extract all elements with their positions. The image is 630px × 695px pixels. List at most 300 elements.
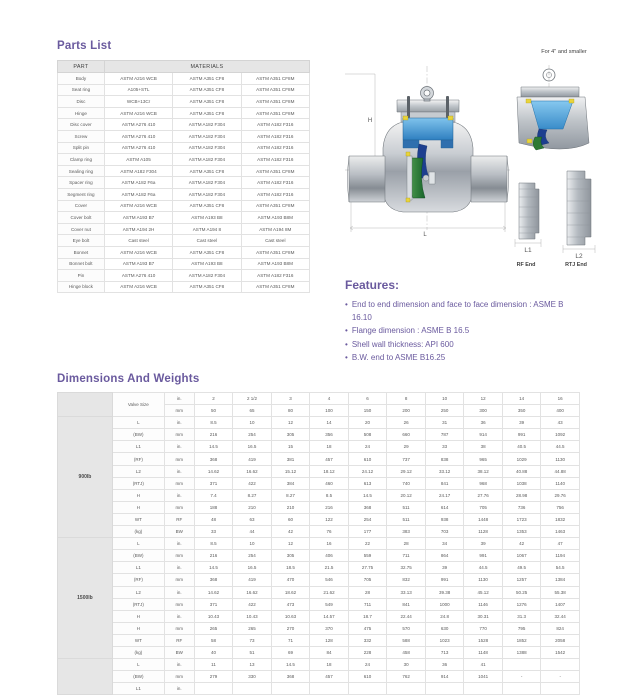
material-cell: ASTM A193 B8M: [241, 258, 309, 270]
dimension-value-cell: 610: [348, 453, 387, 465]
table-row: [58, 200, 310, 212]
dimension-value-cell: 458: [387, 646, 426, 658]
valve-size-value: 2: [194, 393, 233, 405]
dimension-value-cell: 713: [425, 646, 464, 658]
dimension-value-cell: 475: [348, 622, 387, 634]
dimension-value-cell: 30.31: [464, 610, 503, 622]
material-cell: ASTM A182 F304: [173, 177, 241, 189]
material-cell: ASTM A351 CF8M: [241, 96, 309, 108]
material-cell: ASTM A193 B8: [173, 258, 241, 270]
material-cell: ASTM A216 WCB: [104, 107, 172, 119]
material-cell: Cast steel: [104, 235, 172, 247]
dimension-value-cell: 1852: [502, 634, 541, 646]
dimension-value-cell: 21.5: [310, 562, 349, 574]
dimension-value-cell: 1276: [502, 598, 541, 610]
dimension-value-cell: 32.75: [387, 562, 426, 574]
material-cell: ASTM A182 F316: [241, 177, 309, 189]
dimension-value-cell: 50.25: [502, 586, 541, 598]
dimension-value-cell: 762: [387, 671, 426, 683]
unit-cell: mm: [164, 477, 194, 489]
dimension-value-cell: 27.75: [348, 562, 387, 574]
dimension-value-cell: 14.57: [310, 610, 349, 622]
material-cell: ASTM A351 CF8: [173, 84, 241, 96]
dimension-value-cell: 705: [464, 501, 503, 513]
row-label-cell: (BW): [112, 550, 164, 562]
dimension-value-cell: 332: [348, 634, 387, 646]
material-cell: ASTM A351 CF8M: [241, 73, 309, 85]
dimension-value-cell: 69: [271, 646, 310, 658]
part-name-cell: Cover: [58, 200, 105, 212]
dimension-value-cell: 16.5: [233, 562, 272, 574]
bullet-icon: •: [345, 339, 348, 349]
dimension-value-cell: 210: [271, 501, 310, 513]
table-row: [58, 130, 310, 142]
dimension-value-cell: 30: [387, 659, 426, 671]
dimension-value-cell: 368: [194, 453, 233, 465]
dimension-value-cell: 28.98: [502, 489, 541, 501]
dim-label-L1: L1: [524, 247, 532, 254]
part-name-cell: Bonnet bolt: [58, 258, 105, 270]
dimension-value-cell: 381: [271, 453, 310, 465]
dimension-value-cell: [541, 659, 580, 671]
dimension-value-cell: 18.12: [310, 465, 349, 477]
dimensions-corner-cell: [58, 393, 113, 417]
dimension-value-cell: 254: [233, 429, 272, 441]
dimension-value-cell: 711: [387, 550, 426, 562]
dimension-value-cell: 36: [464, 417, 503, 429]
table-row: [58, 270, 310, 282]
row-label-cell: (BW): [112, 671, 164, 683]
dimension-value-cell: 29: [387, 441, 426, 453]
dimension-value-cell: 71: [271, 634, 310, 646]
dimension-value-cell: 1407: [541, 598, 580, 610]
row-label-cell: L: [112, 659, 164, 671]
unit-cell: mm: [164, 501, 194, 513]
dimension-value-cell: 216: [310, 501, 349, 513]
table-row: [58, 453, 580, 465]
unit-cell: in.: [164, 489, 194, 501]
dimension-value-cell: 1723: [502, 513, 541, 525]
row-label-cell: (RF): [112, 574, 164, 586]
row-label-cell: L1: [112, 441, 164, 453]
dimension-value-cell: 14.5: [194, 441, 233, 453]
dimension-value-cell: 841: [387, 598, 426, 610]
material-cell: ASTM A182 F316: [241, 154, 309, 166]
dim-label-L: L: [423, 232, 427, 238]
dimension-value-cell: 1140: [541, 477, 580, 489]
valve-size-value: 150: [348, 405, 387, 417]
part-name-cell: Cover bolt: [58, 212, 105, 224]
feature-item: [345, 325, 595, 338]
dimension-value-cell: -: [502, 671, 541, 683]
dimension-value-cell: 39: [464, 538, 503, 550]
dimension-value-cell: [271, 683, 310, 695]
material-cell: ASTM A276 410: [104, 270, 172, 282]
row-label-cell: H: [112, 622, 164, 634]
dimension-value-cell: 84: [310, 646, 349, 658]
table-row: [58, 429, 580, 441]
table-row: [58, 96, 310, 108]
feature-text: End to end dimension and face to face dimension : ASME B 16.10: [351, 300, 564, 322]
small-size-note: For 4" and smaller: [541, 49, 587, 55]
dimension-value-cell: 63: [233, 513, 272, 525]
bullet-icon: •: [345, 300, 348, 309]
dimension-value-cell: 968: [464, 477, 503, 489]
unit-cell: mm: [164, 405, 194, 417]
material-cell: ASTM A194 8M: [241, 223, 309, 235]
table-row: [58, 258, 310, 270]
material-cell: ASTM A351 CF8M: [241, 107, 309, 119]
pressure-class-cell: 1500lb: [58, 538, 113, 659]
dimension-value-cell: 47: [541, 538, 580, 550]
dimension-value-cell: 44.5: [464, 562, 503, 574]
dimension-value-cell: 508: [348, 429, 387, 441]
unit-cell: in.: [164, 610, 194, 622]
dimension-value-cell: 630: [425, 622, 464, 634]
table-row: [58, 562, 580, 574]
rtj-end-caption: RTJ End: [565, 262, 587, 268]
dimension-value-cell: 28: [387, 538, 426, 550]
part-name-cell: Split pin: [58, 142, 105, 154]
unit-cell: BW: [164, 526, 194, 538]
feature-text: Flange dimension : ASME B 16.5: [351, 326, 470, 336]
dimension-value-cell: 210: [233, 501, 272, 513]
part-name-cell: Disc: [58, 96, 105, 108]
dimension-value-cell: 1542: [541, 646, 580, 658]
material-cell: ASTM A182 F6a: [104, 177, 172, 189]
dimension-value-cell: 24: [348, 441, 387, 453]
material-cell: WCB+13Cr: [104, 96, 172, 108]
dimension-value-cell: 787: [425, 429, 464, 441]
dimension-value-cell: 10: [233, 417, 272, 429]
parts-header-part: PART: [58, 61, 105, 73]
dimension-value-cell: 28: [348, 586, 387, 598]
dimension-value-cell: 1023: [425, 634, 464, 646]
dimension-value-cell: 832: [387, 574, 426, 586]
dimension-value-cell: 14.62: [194, 586, 233, 598]
material-cell: ASTM A182 F304: [173, 188, 241, 200]
dimension-value-cell: 10: [233, 538, 272, 550]
dimension-value-cell: 216: [194, 550, 233, 562]
table-row: [58, 223, 310, 235]
dimension-value-cell: 33: [425, 441, 464, 453]
dimension-value-cell: 419: [233, 574, 272, 586]
row-label-cell: (RF): [112, 453, 164, 465]
dimension-value-cell: 10.43: [194, 610, 233, 622]
material-cell: ASTM A182 F6a: [104, 188, 172, 200]
valve-size-value: 80: [271, 405, 310, 417]
row-label-cell: (BW): [112, 429, 164, 441]
material-cell: ASTM A351 CF8: [173, 165, 241, 177]
dimension-value-cell: 546: [310, 574, 349, 586]
material-cell: ASTM A351 CF8: [173, 200, 241, 212]
dimension-value-cell: -: [541, 671, 580, 683]
row-label-cell: H: [112, 610, 164, 622]
part-name-cell: Segment ring: [58, 188, 105, 200]
table-row: [58, 477, 580, 489]
dimension-value-cell: 265: [233, 622, 272, 634]
parts-list-title: Parts List: [57, 40, 112, 52]
table-row: [58, 526, 580, 538]
dimension-value-cell: 1257: [502, 574, 541, 586]
unit-cell: in.: [164, 683, 194, 695]
dimension-value-cell: 254: [348, 513, 387, 525]
dimension-value-cell: 991: [502, 429, 541, 441]
dimension-value-cell: 1448: [464, 513, 503, 525]
dimension-value-cell: 14: [310, 417, 349, 429]
unit-cell: in.: [164, 417, 194, 429]
unit-cell: in.: [164, 562, 194, 574]
unit-cell: in.: [164, 465, 194, 477]
dimension-value-cell: 914: [425, 671, 464, 683]
dimension-value-cell: 43: [541, 417, 580, 429]
row-label-cell: H: [112, 501, 164, 513]
dimension-value-cell: 1148: [464, 646, 503, 658]
dimension-value-cell: 29.76: [541, 489, 580, 501]
row-label-cell: (kg): [112, 526, 164, 538]
dimension-value-cell: 18.7: [348, 610, 387, 622]
valve-size-value: 8: [387, 393, 426, 405]
dimension-value-cell: 18: [310, 441, 349, 453]
dimension-value-cell: 1388: [502, 646, 541, 658]
material-cell: ASTM A182 F304: [173, 130, 241, 142]
table-row: [58, 119, 310, 131]
feature-item: [345, 299, 595, 324]
features-title: Features:: [345, 278, 400, 292]
table-row: [58, 142, 310, 154]
table-row: [58, 154, 310, 166]
material-cell: ASTM A193 B8M: [241, 212, 309, 224]
dimension-value-cell: 42: [271, 526, 310, 538]
part-name-cell: Bonnet: [58, 246, 105, 258]
valve-size-value: 4: [310, 393, 349, 405]
dimension-value-cell: 838: [425, 453, 464, 465]
unit-cell: BW: [164, 646, 194, 658]
valve-size-value: 3: [271, 393, 310, 405]
dimension-value-cell: 44.5: [541, 441, 580, 453]
dimension-value-cell: 406: [310, 550, 349, 562]
dimension-value-cell: 122: [310, 513, 349, 525]
dimension-value-cell: 610: [348, 671, 387, 683]
row-label-cell: L: [112, 417, 164, 429]
dimension-value-cell: [194, 683, 233, 695]
valve-size-value: 400: [541, 405, 580, 417]
dimension-value-cell: 22: [348, 538, 387, 550]
material-cell: ASTM A105: [104, 154, 172, 166]
material-cell: ASTM A194 8: [173, 223, 241, 235]
dimension-value-cell: [502, 683, 541, 695]
dimension-value-cell: [502, 659, 541, 671]
material-cell: ASTM A216 WCB: [104, 200, 172, 212]
table-row: [58, 513, 580, 525]
dimension-value-cell: 914: [464, 429, 503, 441]
dimension-value-cell: 1130: [464, 574, 503, 586]
part-name-cell: Disc cover: [58, 119, 105, 131]
dimension-value-cell: 31: [425, 417, 464, 429]
material-cell: ASTM A182 F316: [241, 188, 309, 200]
dimension-value-cell: 1029: [502, 453, 541, 465]
part-name-cell: Pin: [58, 270, 105, 282]
dimension-value-cell: 16.62: [233, 586, 272, 598]
unit-cell: in.: [164, 538, 194, 550]
dimension-value-cell: 14.5: [348, 489, 387, 501]
material-cell: ASTM A182 F316: [241, 130, 309, 142]
table-row: [58, 177, 310, 189]
part-name-cell: Cover nut: [58, 223, 105, 235]
dimension-value-cell: 8.5: [194, 538, 233, 550]
dimension-value-cell: [233, 683, 272, 695]
valve-size-value: 65: [233, 405, 272, 417]
dimension-value-cell: 1067: [502, 550, 541, 562]
dimension-value-cell: 24.17: [425, 489, 464, 501]
dimension-value-cell: 51: [233, 646, 272, 658]
valve-size-value: 250: [425, 405, 464, 417]
dimension-value-cell: 614: [425, 501, 464, 513]
dimension-value-cell: 76: [310, 526, 349, 538]
dimension-value-cell: 756: [541, 501, 580, 513]
material-cell: ASTM A351 CF8M: [241, 165, 309, 177]
dimension-value-cell: 33: [194, 526, 233, 538]
unit-cell: in.: [164, 586, 194, 598]
part-name-cell: Body: [58, 73, 105, 85]
dimension-value-cell: 2058: [541, 634, 580, 646]
unit-cell: in.: [164, 441, 194, 453]
dimension-value-cell: 12: [271, 417, 310, 429]
material-cell: Cast steel: [241, 235, 309, 247]
feature-item: [345, 339, 595, 352]
dimension-value-cell: 42: [502, 538, 541, 550]
dimension-value-cell: 48: [194, 513, 233, 525]
dimension-value-cell: 422: [233, 477, 272, 489]
valve-size-value: 14: [502, 393, 541, 405]
dimension-value-cell: 1194: [541, 550, 580, 562]
unit-cell: in.: [164, 659, 194, 671]
table-row: [58, 212, 310, 224]
dimension-value-cell: 1832: [541, 513, 580, 525]
valve-size-value: 300: [464, 405, 503, 417]
dimension-value-cell: 10.43: [233, 610, 272, 622]
dimension-value-cell: 26: [387, 417, 426, 429]
dimension-value-cell: 40.88: [502, 465, 541, 477]
table-row: [58, 235, 310, 247]
part-name-cell: Screw: [58, 130, 105, 142]
dimension-value-cell: 45.12: [464, 586, 503, 598]
valve-size-label: Valve Size: [112, 393, 164, 417]
row-label-cell: L1: [112, 562, 164, 574]
row-label-cell: L2: [112, 465, 164, 477]
dimension-value-cell: 40.5: [502, 441, 541, 453]
dim-label-H: H: [367, 118, 373, 124]
dimension-value-cell: 965: [464, 453, 503, 465]
dimension-value-cell: 740: [387, 477, 426, 489]
feature-item: [345, 352, 595, 365]
dimension-value-cell: [310, 683, 349, 695]
dimension-value-cell: 8.27: [233, 489, 272, 501]
dimension-value-cell: 383: [387, 526, 426, 538]
dim-label-L2: L2: [575, 253, 583, 260]
dimensions-weights-table: [57, 392, 580, 695]
dimension-value-cell: 44: [233, 526, 272, 538]
row-label-cell: L2: [112, 586, 164, 598]
table-row: [58, 598, 580, 610]
bullet-icon: •: [345, 353, 348, 363]
dimension-value-cell: 60: [271, 513, 310, 525]
dimension-value-cell: 55.38: [541, 586, 580, 598]
dimension-value-cell: 460: [310, 477, 349, 489]
valve-size-value: 10: [425, 393, 464, 405]
dimension-value-cell: 368: [194, 574, 233, 586]
dimension-value-cell: 570: [387, 622, 426, 634]
dimension-value-cell: 559: [348, 550, 387, 562]
dimension-value-cell: 841: [425, 477, 464, 489]
table-row: [58, 586, 580, 598]
dimension-value-cell: 705: [348, 574, 387, 586]
unit-cell: mm: [164, 622, 194, 634]
dimension-value-cell: 8.5: [194, 417, 233, 429]
dimension-value-cell: 29.12: [387, 465, 426, 477]
dimension-value-cell: 613: [348, 477, 387, 489]
unit-cell: mm: [164, 574, 194, 586]
dimension-value-cell: 549: [310, 598, 349, 610]
material-cell: ASTM A351 CF8M: [241, 281, 309, 293]
dimension-value-cell: 305: [271, 550, 310, 562]
material-cell: ASTM A182 F316: [241, 142, 309, 154]
dimension-value-cell: 27.76: [464, 489, 503, 501]
dimension-value-cell: 24: [348, 659, 387, 671]
dimension-value-cell: 279: [194, 671, 233, 683]
material-cell: ASTM A193 B7: [104, 212, 172, 224]
material-cell: ASTM A193 B8: [173, 212, 241, 224]
pressure-class-cell: 900lb: [58, 417, 113, 538]
table-row: [58, 574, 580, 586]
dimension-value-cell: 330: [233, 671, 272, 683]
dimension-value-cell: 356: [310, 429, 349, 441]
dimension-value-cell: 384: [271, 477, 310, 489]
material-cell: ASTM A351 CF8: [173, 246, 241, 258]
table-row: [58, 610, 580, 622]
table-row: [58, 441, 580, 453]
unit-cell: mm: [164, 598, 194, 610]
dimension-value-cell: 371: [194, 477, 233, 489]
dimension-value-cell: 58: [194, 634, 233, 646]
dimensions-title: Dimensions And Weights: [57, 373, 200, 385]
valve-size-value: 200: [387, 405, 426, 417]
row-label-cell: H: [112, 489, 164, 501]
dimension-value-cell: 1092: [541, 429, 580, 441]
table-row: [58, 73, 310, 85]
parts-header-row: [58, 61, 310, 73]
dimension-value-cell: 864: [425, 550, 464, 562]
feature-text: Shell wall thickness: API 600: [351, 339, 454, 349]
dimension-value-cell: 38: [464, 441, 503, 453]
dimension-value-cell: 1128: [464, 526, 503, 538]
row-label-cell: (kg): [112, 646, 164, 658]
dimension-value-cell: 1000: [425, 598, 464, 610]
table-row: [58, 634, 580, 646]
row-label-cell: (RTJ): [112, 598, 164, 610]
table-row: [58, 165, 310, 177]
table-row: [58, 489, 580, 501]
material-cell: ASTM A351 CF8: [173, 107, 241, 119]
table-row: [58, 107, 310, 119]
dimension-value-cell: 1528: [464, 634, 503, 646]
dimension-value-cell: 16: [310, 538, 349, 550]
material-cell: ASTM A276 410: [104, 142, 172, 154]
table-row: [58, 501, 580, 513]
feature-text: B.W. end to ASME B16.25: [351, 353, 446, 363]
unit-cell: RF: [164, 634, 194, 646]
dimension-value-cell: 305: [271, 429, 310, 441]
